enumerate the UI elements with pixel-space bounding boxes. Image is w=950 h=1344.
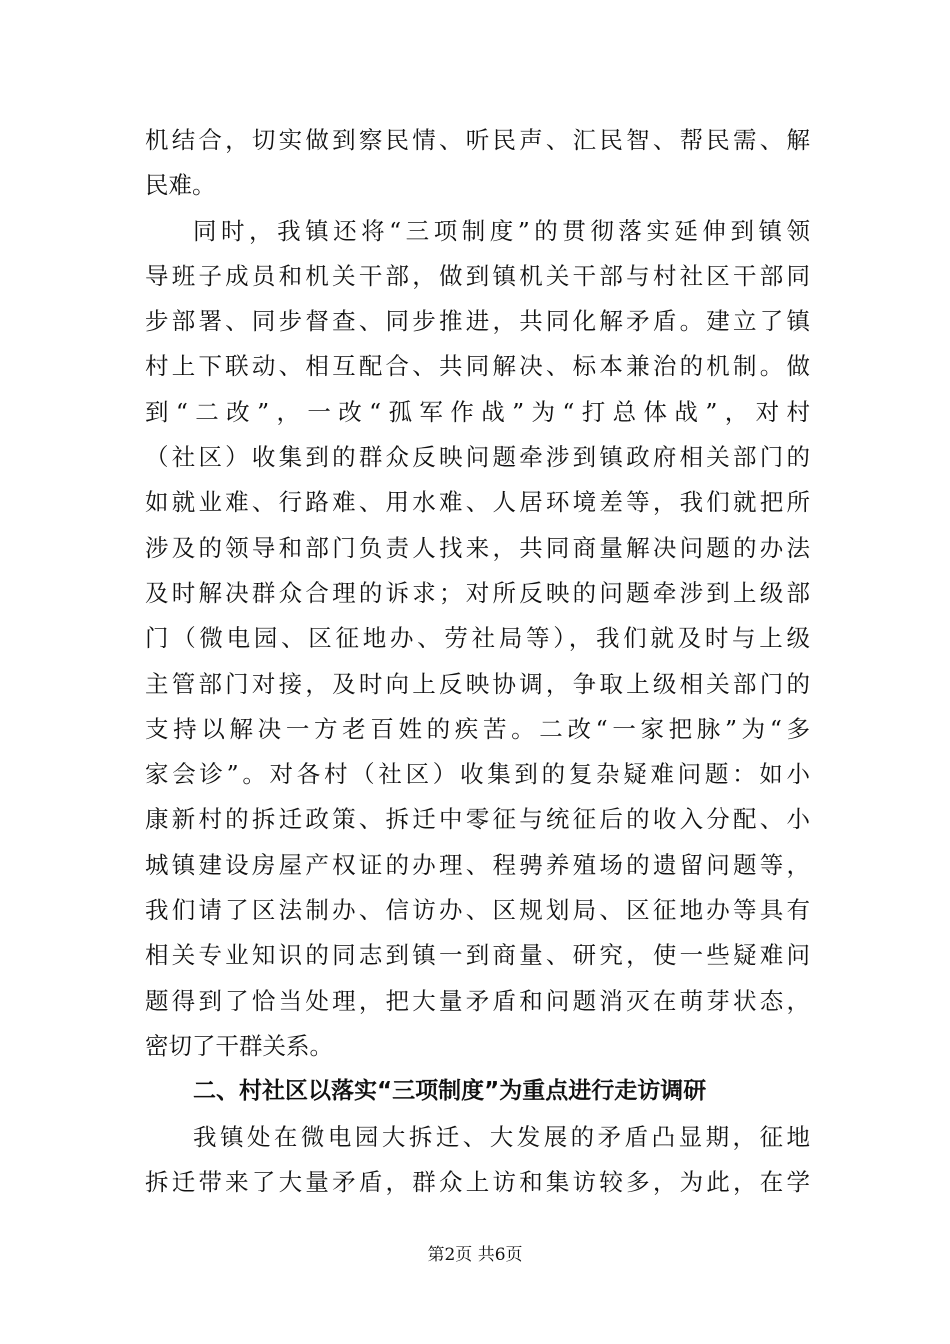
paragraph-3-line-2: 拆迁带来了大量矛盾，群众上访和集访较多，为此，在学 — [145, 1167, 810, 1196]
paragraph-2-line-10: 门（微电园、区征地办、劳社局等），我们就及时与上级 — [145, 624, 810, 653]
paragraph-1-line-1: 机结合，切实做到察民情、听民声、汇民智、帮民需、解 — [145, 126, 810, 154]
paragraph-2-line-2: 导班子成员和机关干部，做到镇机关干部与村社区干部同 — [145, 261, 810, 290]
document-body — [145, 118, 810, 1205]
paragraph-2-line-19: 密切了干群关系。 — [145, 1031, 333, 1060]
paragraph-2-line-3: 步部署、同步督查、同步推进，共同化解矛盾。建立了镇 — [145, 307, 810, 336]
paragraph-2-line-4: 村上下联动、相互配合、共同解决、标本兼治的机制。做 — [145, 352, 810, 381]
section-heading: 二、村社区以落实“三项制度”为重点进行走访调研 — [193, 1078, 707, 1105]
paragraph-1-line-2: 民难。 — [145, 171, 216, 200]
paragraph-2-line-6: （社区）收集到的群众反映问题牵涉到镇政府相关部门的 — [145, 443, 810, 472]
paragraph-2-line-17: 相关专业知识的同志到镇一到商量、研究，使一些疑难问 — [145, 941, 810, 970]
paragraph-2-line-9: 及时解决群众合理的诉求；对所反映的问题牵涉到上级部 — [145, 578, 810, 607]
paragraph-2-line-16: 我们请了区法制办、信访办、区规划局、区征地办等具有 — [145, 896, 810, 925]
paragraph-2-line-7: 如就业难、行路难、用水难、人居环境差等，我们就把所 — [145, 488, 810, 517]
paragraph-2-line-14: 康新村的拆迁政策、拆迁中零征与统征后的收入分配、小 — [145, 805, 810, 834]
page-indicator: 第2页 共6页 — [427, 1245, 523, 1265]
paragraph-2-line-5: 到“二改”，一改“孤军作战”为“打总体战”，对村 — [145, 397, 810, 426]
paragraph-2-line-8: 涉及的领导和部门负责人找来，共同商量解决问题的办法 — [145, 533, 810, 562]
paragraph-2-line-13: 家会诊”。对各村（社区）收集到的复杂疑难问题：如小 — [145, 760, 810, 789]
paragraph-2-line-12: 支持以解决一方老百姓的疾苦。二改“一家把脉”为“多 — [145, 714, 810, 743]
paragraph-2-line-15: 城镇建设房屋产权证的办理、程骋养殖场的遗留问题等， — [145, 850, 810, 879]
paragraph-2-line-11: 主管部门对接，及时向上反映协调，争取上级相关部门的 — [145, 669, 810, 698]
paragraph-2-line-18: 题得到了恰当处理，把大量矛盾和问题消灭在萌芽状态， — [145, 986, 810, 1015]
paragraph-3-line-1: 我镇处在微电园大拆迁、大发展的矛盾凸显期，征地 — [193, 1122, 810, 1151]
paragraph-2-line-1: 同时，我镇还将“三项制度”的贯彻落实延伸到镇领 — [193, 216, 810, 245]
